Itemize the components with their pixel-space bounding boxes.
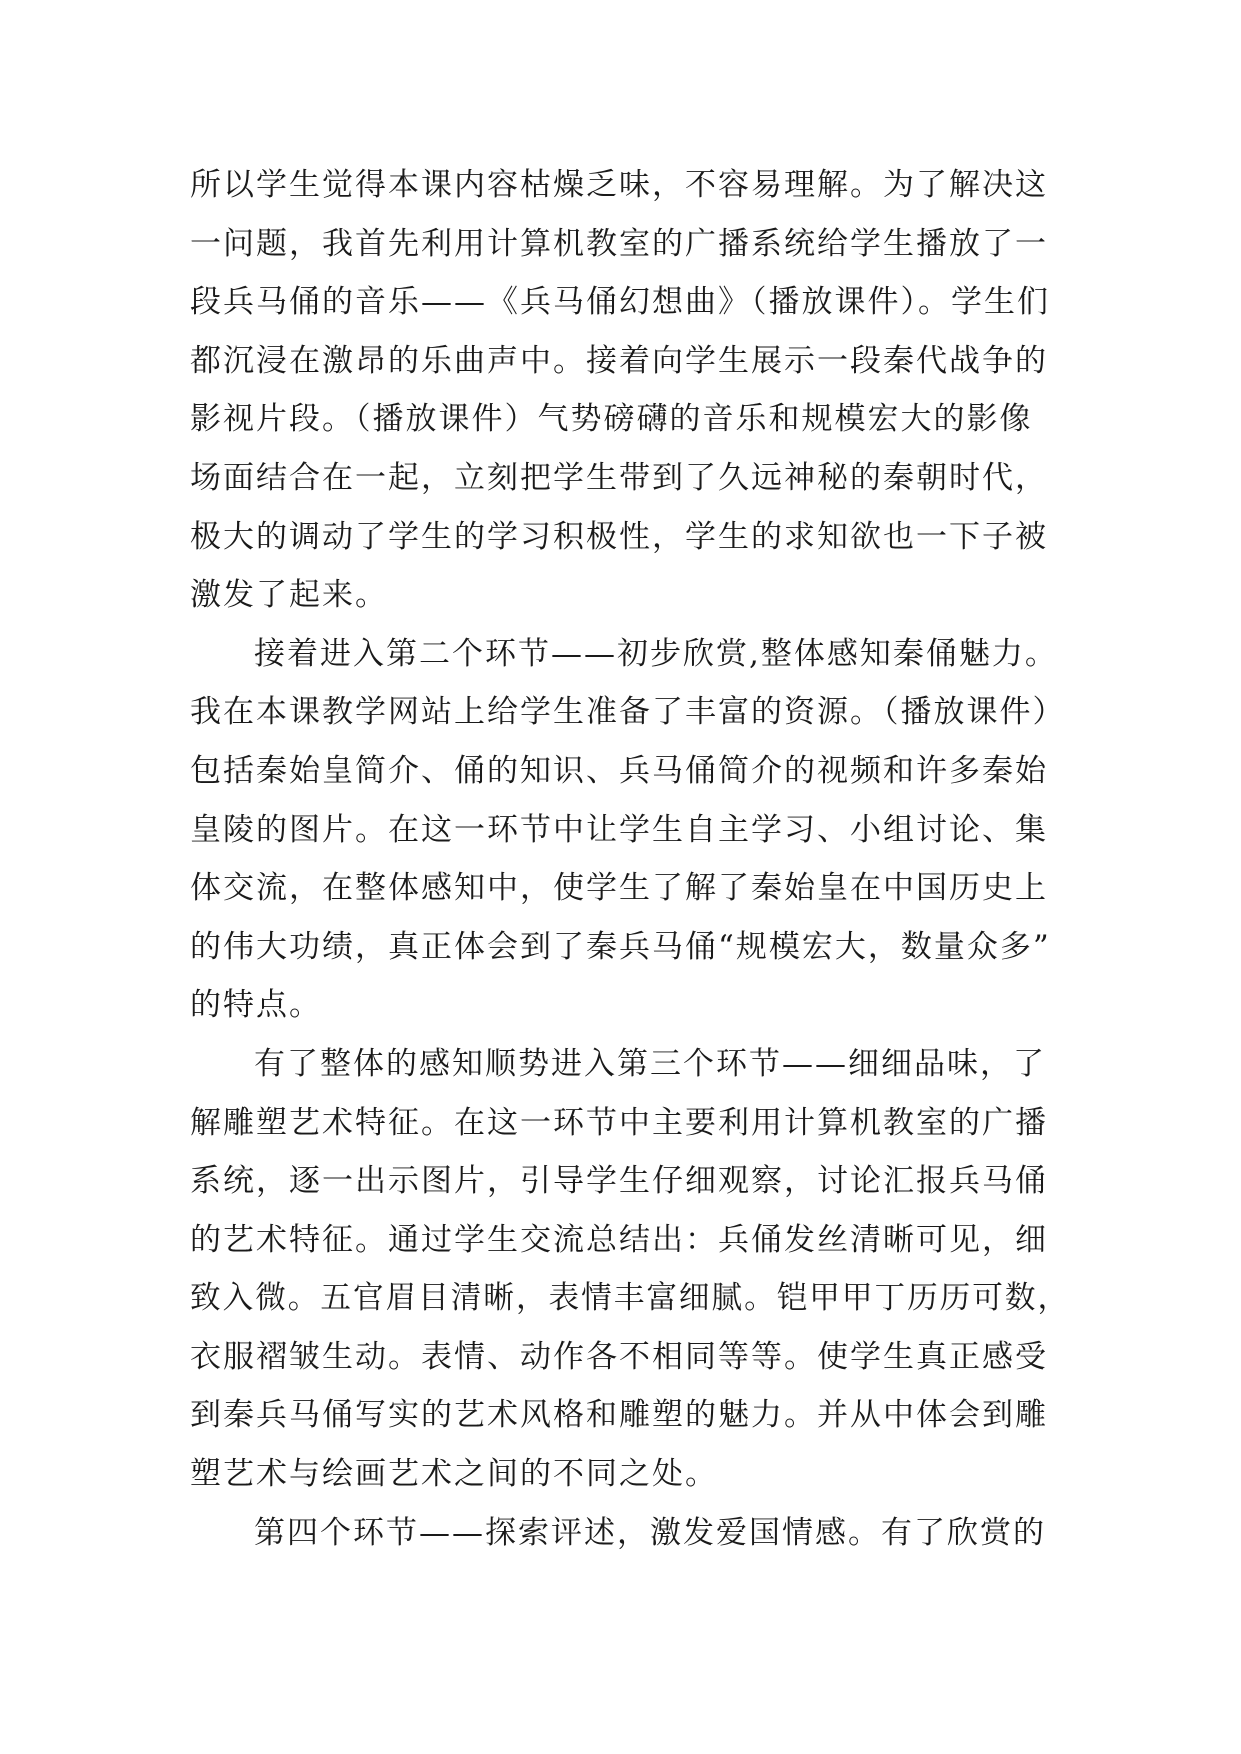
text-line: 塑艺术与绘画艺术之间的不同之处。 — [190, 1456, 718, 1493]
text-line: 段兵马俑的音乐——《兵马俑幻想曲》（播放课件）。学生们 — [190, 284, 1050, 321]
text-line: 皇陵的图片。在这一环节中让学生自主学习、小组讨论、集 — [190, 811, 1048, 848]
text-line: 有了整体的感知顺势进入第三个环节——细细品味，了 — [254, 1045, 1046, 1082]
text-line: 致入微。五官眉目清晰，表情丰富细腻。铠甲甲丁历历可数， — [190, 1280, 1071, 1317]
body-text — [190, 156, 1070, 1562]
text-line: 的特点。 — [190, 987, 322, 1024]
text-line: 所以学生觉得本课内容枯燥乏味，不容易理解。为了解决这 — [190, 167, 1048, 203]
text-line: 极大的调动了学生的学习积极性，学生的求知欲也一下子被 — [190, 518, 1048, 555]
text-line: 第四个环节——探索评述，激发爱国情感。有了欣赏的 — [254, 1514, 1046, 1551]
text-line: 的艺术特征。通过学生交流总结出：兵俑发丝清晰可见，细 — [190, 1221, 1048, 1258]
text-line: 解雕塑艺术特征。在这一环节中主要利用计算机教室的广播 — [190, 1104, 1048, 1141]
text-line: 系统，逐一出示图片，引导学生仔细观察，讨论汇报兵马俑 — [190, 1163, 1048, 1200]
text-line: 一问题，我首先利用计算机教室的广播系统给学生播放了一 — [190, 225, 1048, 262]
text-line: 影视片段。（播放课件）气势磅礴的音乐和规模宏大的影像 — [190, 401, 1033, 438]
text-line: 到秦兵马俑写实的艺术风格和雕塑的魅力。并从中体会到雕 — [190, 1397, 1048, 1434]
text-line: 我在本课教学网站上给学生准备了丰富的资源。（播放课件） — [190, 694, 1066, 731]
text-line: 接着进入第二个环节——初步欣赏,整体感知秦俑魅力。 — [254, 635, 1058, 672]
text-line: 都沉浸在激昂的乐曲声中。接着向学生展示一段秦代战争的 — [190, 342, 1048, 379]
text-line: 场面结合在一起，立刻把学生带到了久远神秘的秦朝时代， — [190, 459, 1048, 496]
text-line: 的伟大功绩，真正体会到了秦兵马俑“规模宏大，数量众多” — [190, 928, 1051, 965]
text-line: 体交流，在整体感知中，使学生了解了秦始皇在中国历史上 — [190, 870, 1048, 907]
text-line: 衣服褶皱生动。表情、动作各不相同等等。使学生真正感受 — [190, 1338, 1048, 1375]
text-line: 包括秦始皇简介、俑的知识、兵马俑简介的视频和许多秦始 — [190, 752, 1048, 789]
text-line: 激发了起来。 — [190, 577, 388, 614]
